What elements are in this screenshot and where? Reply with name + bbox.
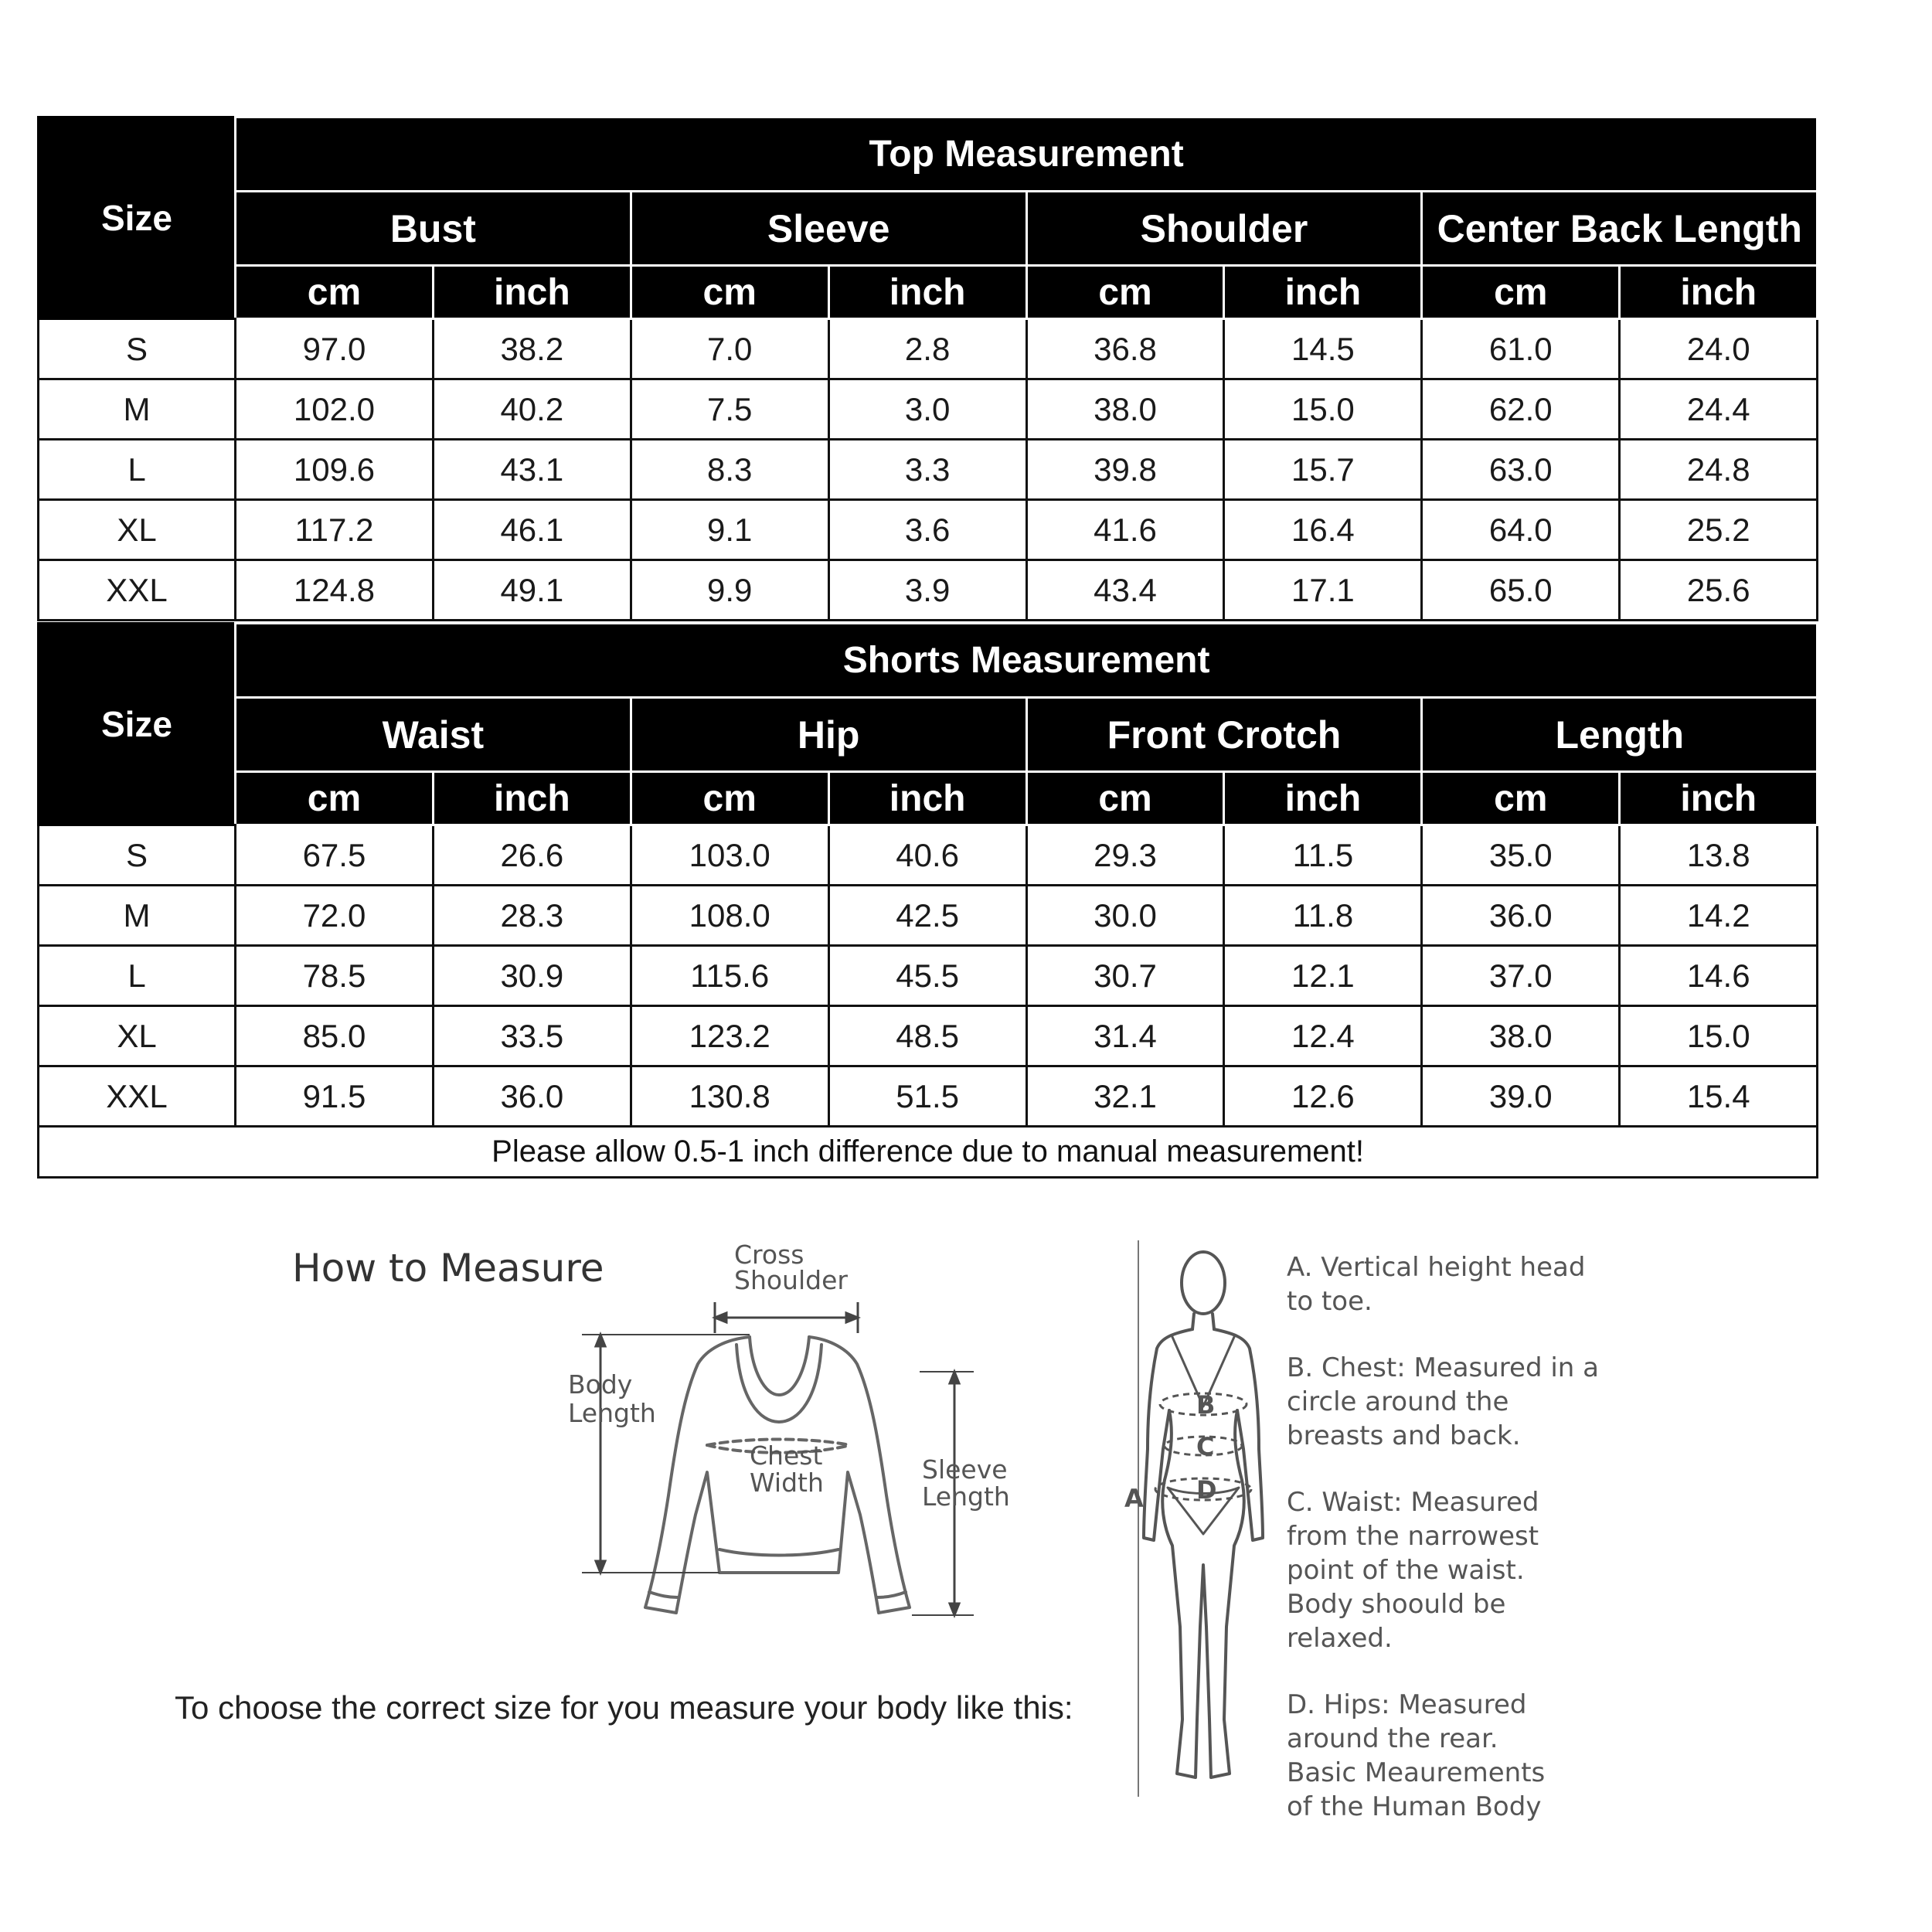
- chest-width-label-line1: Chest: [750, 1440, 823, 1471]
- body-length-label-line2: Length: [568, 1398, 656, 1428]
- size-cell: XXL: [39, 560, 236, 621]
- size-cell: L: [39, 440, 236, 500]
- shorts-table-body: [39, 825, 1818, 1127]
- value-cell: 130.8: [631, 1066, 828, 1127]
- cross-shoulder-label-line2: Shoulder: [734, 1265, 848, 1295]
- unit-header: cm: [631, 772, 828, 825]
- value-cell: 31.4: [1026, 1006, 1224, 1066]
- value-cell: 16.4: [1224, 500, 1422, 560]
- unit-header: cm: [1026, 266, 1224, 319]
- unit-header: inch: [828, 772, 1026, 825]
- note-row: [39, 1127, 1818, 1178]
- table-row: [39, 440, 1818, 500]
- value-cell: 2.8: [828, 319, 1026, 379]
- unit-header: inch: [433, 772, 631, 825]
- value-cell: 102.0: [236, 379, 434, 440]
- top-measurement-table: [37, 116, 1818, 621]
- value-cell: 30.0: [1026, 886, 1224, 946]
- value-cell: 78.5: [236, 946, 434, 1006]
- size-cell: XL: [39, 500, 236, 560]
- table-row: [39, 1066, 1818, 1127]
- value-cell: 15.0: [1620, 1006, 1818, 1066]
- group-header-center-back-length: Center Back Length: [1422, 192, 1818, 266]
- value-cell: 29.3: [1026, 825, 1224, 886]
- value-cell: 3.0: [828, 379, 1026, 440]
- value-cell: 35.0: [1422, 825, 1620, 886]
- size-cell: S: [39, 825, 236, 886]
- value-cell: 14.6: [1620, 946, 1818, 1006]
- value-cell: 97.0: [236, 319, 434, 379]
- value-cell: 24.0: [1620, 319, 1818, 379]
- value-cell: 28.3: [433, 886, 631, 946]
- value-cell: 11.5: [1224, 825, 1422, 886]
- unit-header: inch: [1620, 266, 1818, 319]
- value-cell: 15.0: [1224, 379, 1422, 440]
- value-cell: 37.0: [1422, 946, 1620, 1006]
- value-cell: 14.5: [1224, 319, 1422, 379]
- value-cell: 38.2: [433, 319, 631, 379]
- shorts-unit-header-row: [39, 772, 1818, 825]
- value-cell: 36.0: [1422, 886, 1620, 946]
- size-cell: M: [39, 886, 236, 946]
- unit-header: inch: [433, 266, 631, 319]
- garment-measurement-diagram: [568, 1240, 1039, 1642]
- table-row: [39, 560, 1818, 621]
- value-cell: 14.2: [1620, 886, 1818, 946]
- value-cell: 15.7: [1224, 440, 1422, 500]
- unit-header: cm: [236, 772, 434, 825]
- unit-header: cm: [236, 266, 434, 319]
- value-cell: 38.0: [1026, 379, 1224, 440]
- cross-shoulder-label-line1: Cross: [734, 1240, 804, 1270]
- body-letter-a: A: [1124, 1484, 1144, 1513]
- value-cell: 72.0: [236, 886, 434, 946]
- value-cell: 43.1: [433, 440, 631, 500]
- value-cell: 3.9: [828, 560, 1026, 621]
- sleeve-length-label-line2: Length: [922, 1481, 1010, 1512]
- body-letter-b: B: [1196, 1390, 1216, 1420]
- value-cell: 36.0: [433, 1066, 631, 1127]
- value-cell: 64.0: [1422, 500, 1620, 560]
- measurement-definitions: [1287, 1250, 1642, 1856]
- value-cell: 63.0: [1422, 440, 1620, 500]
- value-cell: 3.6: [828, 500, 1026, 560]
- chest-width-label-line2: Width: [750, 1468, 824, 1498]
- value-cell: 124.8: [236, 560, 434, 621]
- body-length-label-line1: Body: [568, 1369, 633, 1400]
- unit-header: cm: [1422, 772, 1620, 825]
- value-cell: 48.5: [828, 1006, 1026, 1066]
- value-cell: 51.5: [828, 1066, 1026, 1127]
- value-cell: 117.2: [236, 500, 434, 560]
- value-cell: 39.8: [1026, 440, 1224, 500]
- size-header: Size: [39, 117, 236, 319]
- top-measurement-title: Top Measurement: [236, 117, 1818, 192]
- value-cell: 61.0: [1422, 319, 1620, 379]
- unit-header: inch: [1224, 772, 1422, 825]
- definition-c-waist: C. Waist: Measured from the narrowest point of the waist. Body shoould be relaxed.: [1287, 1487, 1539, 1654]
- top-unit-header-row: [39, 266, 1818, 319]
- group-header-shoulder: Shoulder: [1026, 192, 1422, 266]
- definition-a-height: A. Vertical height head to toe.: [1287, 1252, 1586, 1317]
- size-cell: L: [39, 946, 236, 1006]
- value-cell: 33.5: [433, 1006, 631, 1066]
- body-measurement-figure: [1109, 1240, 1279, 1804]
- value-cell: 85.0: [236, 1006, 434, 1066]
- measurement-note: Please allow 0.5-1 inch difference due to manual measurement!: [39, 1127, 1818, 1178]
- sleeve-length-label-line1: Sleeve: [922, 1454, 1008, 1485]
- group-header-bust: Bust: [236, 192, 631, 266]
- shorts-group-header-row: [39, 698, 1818, 772]
- value-cell: 38.0: [1422, 1006, 1620, 1066]
- value-cell: 30.7: [1026, 946, 1224, 1006]
- group-header-front-crotch: Front Crotch: [1026, 698, 1422, 772]
- how-to-measure-title: How to Measure: [292, 1246, 604, 1291]
- value-cell: 25.2: [1620, 500, 1818, 560]
- value-cell: 65.0: [1422, 560, 1620, 621]
- value-cell: 115.6: [631, 946, 828, 1006]
- value-cell: 39.0: [1422, 1066, 1620, 1127]
- value-cell: 46.1: [433, 500, 631, 560]
- size-cell: M: [39, 379, 236, 440]
- value-cell: 91.5: [236, 1066, 434, 1127]
- body-letter-c: C: [1196, 1432, 1215, 1461]
- value-cell: 45.5: [828, 946, 1026, 1006]
- value-cell: 24.4: [1620, 379, 1818, 440]
- size-cell: XXL: [39, 1066, 236, 1127]
- value-cell: 40.2: [433, 379, 631, 440]
- value-cell: 26.6: [433, 825, 631, 886]
- definition-b-chest: B. Chest: Measured in a circle around the breasts and back.: [1287, 1352, 1599, 1451]
- value-cell: 32.1: [1026, 1066, 1224, 1127]
- value-cell: 62.0: [1422, 379, 1620, 440]
- value-cell: 109.6: [236, 440, 434, 500]
- size-header: Size: [39, 624, 236, 825]
- value-cell: 13.8: [1620, 825, 1818, 886]
- value-cell: 42.5: [828, 886, 1026, 946]
- value-cell: 12.6: [1224, 1066, 1422, 1127]
- value-cell: 25.6: [1620, 560, 1818, 621]
- value-cell: 40.6: [828, 825, 1026, 886]
- unit-header: cm: [631, 266, 828, 319]
- value-cell: 24.8: [1620, 440, 1818, 500]
- table-row: [39, 825, 1818, 886]
- unit-header: inch: [828, 266, 1026, 319]
- size-cell: S: [39, 319, 236, 379]
- group-header-hip: Hip: [631, 698, 1026, 772]
- value-cell: 9.9: [631, 560, 828, 621]
- table-row: [39, 379, 1818, 440]
- value-cell: 49.1: [433, 560, 631, 621]
- value-cell: 12.4: [1224, 1006, 1422, 1066]
- value-cell: 7.0: [631, 319, 828, 379]
- value-cell: 36.8: [1026, 319, 1224, 379]
- value-cell: 30.9: [433, 946, 631, 1006]
- value-cell: 67.5: [236, 825, 434, 886]
- value-cell: 43.4: [1026, 560, 1224, 621]
- shorts-measurement-title: Shorts Measurement: [236, 624, 1818, 698]
- value-cell: 15.4: [1620, 1066, 1818, 1127]
- value-cell: 3.3: [828, 440, 1026, 500]
- group-header-waist: Waist: [236, 698, 631, 772]
- unit-header: inch: [1224, 266, 1422, 319]
- value-cell: 123.2: [631, 1006, 828, 1066]
- top-table-body: [39, 319, 1818, 621]
- top-group-header-row: [39, 192, 1818, 266]
- human-body-outline: [1144, 1252, 1263, 1777]
- group-header-sleeve: Sleeve: [631, 192, 1026, 266]
- unit-header: cm: [1422, 266, 1620, 319]
- unit-header: inch: [1620, 772, 1818, 825]
- table-row: [39, 946, 1818, 1006]
- choose-size-instruction: To choose the correct size for you measure your body like this:: [175, 1689, 1073, 1726]
- value-cell: 103.0: [631, 825, 828, 886]
- value-cell: 17.1: [1224, 560, 1422, 621]
- body-letter-d: D: [1196, 1475, 1217, 1505]
- unit-header: cm: [1026, 772, 1224, 825]
- definition-d-hips: D. Hips: Measured around the rear. Basic Meaurements of the Human Body: [1287, 1689, 1546, 1822]
- value-cell: 9.1: [631, 500, 828, 560]
- value-cell: 108.0: [631, 886, 828, 946]
- value-cell: 11.8: [1224, 886, 1422, 946]
- table-row: [39, 500, 1818, 560]
- table-row: [39, 886, 1818, 946]
- table-row: [39, 319, 1818, 379]
- value-cell: 8.3: [631, 440, 828, 500]
- size-cell: XL: [39, 1006, 236, 1066]
- value-cell: 7.5: [631, 379, 828, 440]
- value-cell: 12.1: [1224, 946, 1422, 1006]
- value-cell: 41.6: [1026, 500, 1224, 560]
- group-header-length: Length: [1422, 698, 1818, 772]
- table-row: [39, 1006, 1818, 1066]
- shorts-measurement-table: [37, 622, 1818, 1179]
